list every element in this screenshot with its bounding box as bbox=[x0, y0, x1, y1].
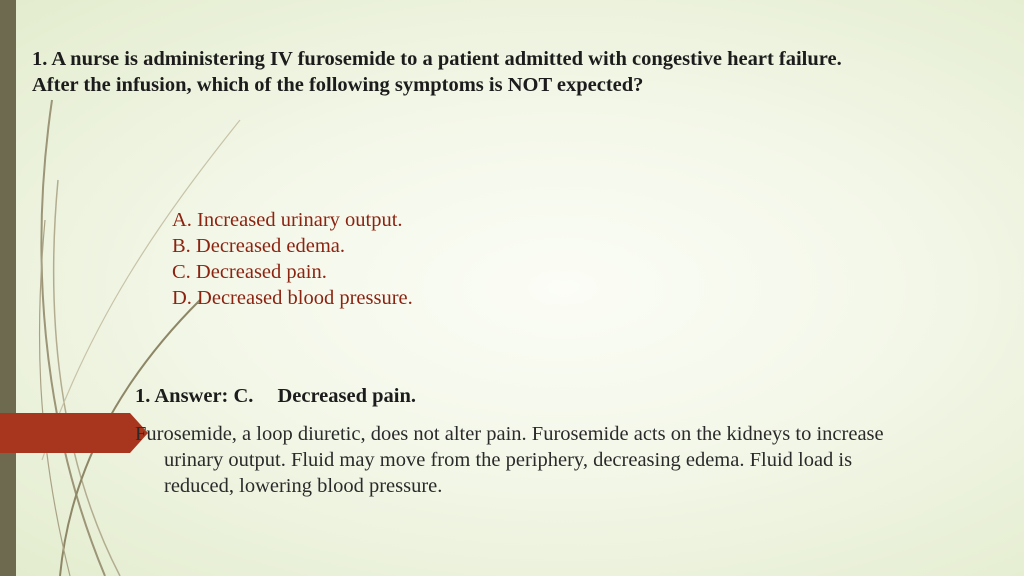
option-a: A. Increased urinary output. bbox=[172, 209, 403, 231]
answer-value: Decreased pain. bbox=[277, 385, 416, 407]
explanation-line-2: urinary output. Fluid may move from the periphery, decreasing edema. Fluid load is bbox=[164, 449, 853, 471]
left-sidebar-bar bbox=[0, 0, 16, 576]
answer-options bbox=[172, 207, 413, 311]
stem-curve-1 bbox=[41, 100, 105, 576]
option-d: D. Decreased blood pressure. bbox=[172, 287, 413, 309]
accent-arrow-tab bbox=[0, 413, 148, 453]
option-b: B. Decreased edema. bbox=[172, 235, 346, 257]
answer-heading bbox=[135, 385, 416, 408]
explanation-line-1: Furosemide, a loop diuretic, does not alter pain. Furosemide acts on the kidneys to increase bbox=[135, 423, 884, 445]
explanation-line-3: reduced, lowering blood pressure. bbox=[164, 475, 443, 497]
question-text bbox=[32, 46, 1012, 98]
stem-curve-5 bbox=[39, 220, 70, 576]
question-line-1: 1. A nurse is administering IV furosemide to a patient admitted with congestive heart failure. bbox=[32, 48, 842, 70]
answer-label: 1. Answer: C. bbox=[135, 385, 254, 407]
option-c: C. Decreased pain. bbox=[172, 261, 327, 283]
question-line-2: After the infusion, which of the following symptoms is NOT expected? bbox=[32, 74, 644, 96]
explanation-text bbox=[135, 421, 1015, 499]
stem-curve-2 bbox=[54, 180, 120, 576]
